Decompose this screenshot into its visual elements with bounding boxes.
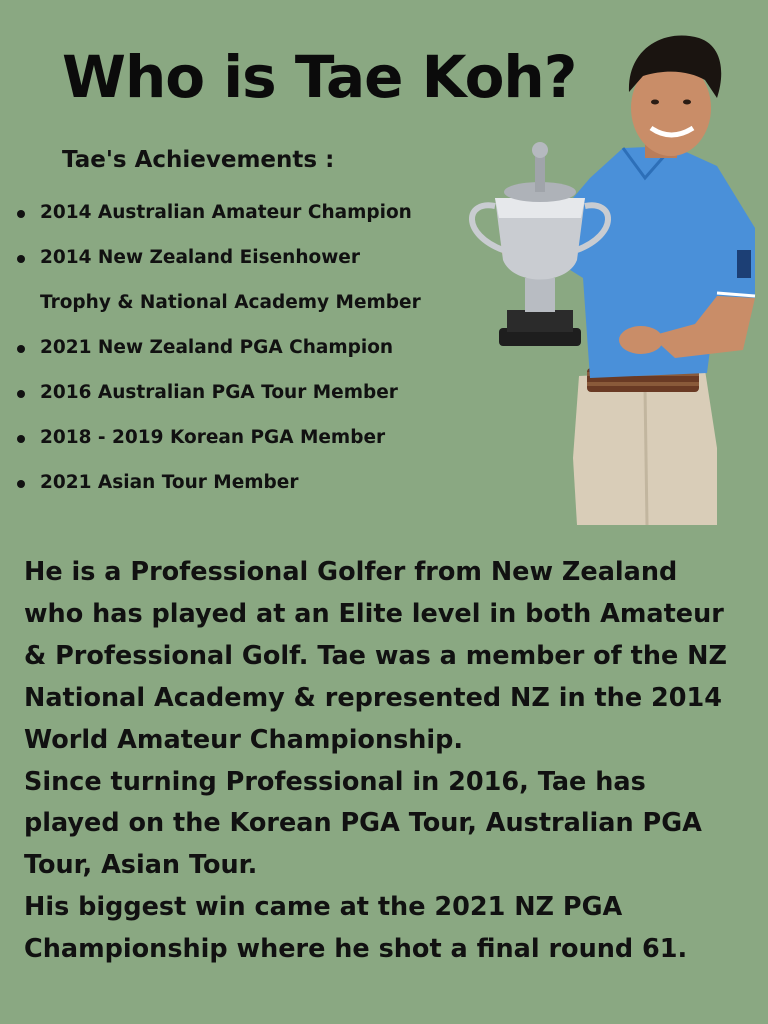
page-title: Who is Tae Koh?	[62, 43, 577, 111]
bullet-icon	[17, 255, 25, 263]
achievement-item	[0, 370, 470, 415]
achievement-item	[0, 325, 470, 370]
achievement-text: 2016 Australian PGA Tour Member	[40, 382, 398, 403]
hand	[619, 326, 663, 354]
bio-line: who has played at an Elite level in both Amateur	[24, 598, 724, 629]
achievement-text: 2018 - 2019 Korean PGA Member	[40, 427, 386, 448]
achievement-item	[0, 235, 470, 325]
achievement-text-continued: Trophy & National Academy Member	[40, 292, 421, 313]
achievement-text: 2021 New Zealand PGA Champion	[40, 337, 394, 358]
golfer-with-trophy-photo	[455, 28, 761, 525]
bullet-icon	[17, 435, 25, 443]
achievement-text: 2021 Asian Tour Member	[40, 472, 299, 493]
bio-line: His biggest win came at the 2021 NZ PGA	[24, 892, 623, 923]
bio-line: He is a Professional Golfer from New Zealand	[24, 557, 678, 587]
bio-line: Since turning Professional in 2016, Tae has	[24, 766, 646, 797]
bullet-icon	[17, 210, 25, 218]
bio-line: Championship where he shot a final round 61.	[24, 934, 688, 965]
bio-line: World Amateur Championship.	[24, 724, 464, 755]
achievement-item	[0, 190, 470, 235]
achievement-item	[0, 460, 470, 505]
achievements-list	[0, 190, 470, 505]
achievement-text: 2014 New Zealand Eisenhower	[40, 247, 360, 268]
bio-line: played on the Korean PGA Tour, Australian PGA	[24, 808, 702, 839]
bullet-icon	[17, 345, 25, 353]
achievement-text: 2014 Australian Amateur Champion	[40, 202, 412, 223]
bio-paragraph	[24, 552, 764, 971]
bio-line: Tour, Asian Tour.	[24, 850, 258, 881]
bio-line: National Academy & represented NZ in the 2014	[24, 682, 722, 713]
bio-line: & Professional Golf. Tae was a member of the NZ	[24, 640, 728, 671]
bullet-icon	[17, 480, 25, 488]
bullet-icon	[17, 390, 25, 398]
achievements-heading: Tae's Achievements :	[62, 147, 335, 173]
achievement-item	[0, 415, 470, 460]
